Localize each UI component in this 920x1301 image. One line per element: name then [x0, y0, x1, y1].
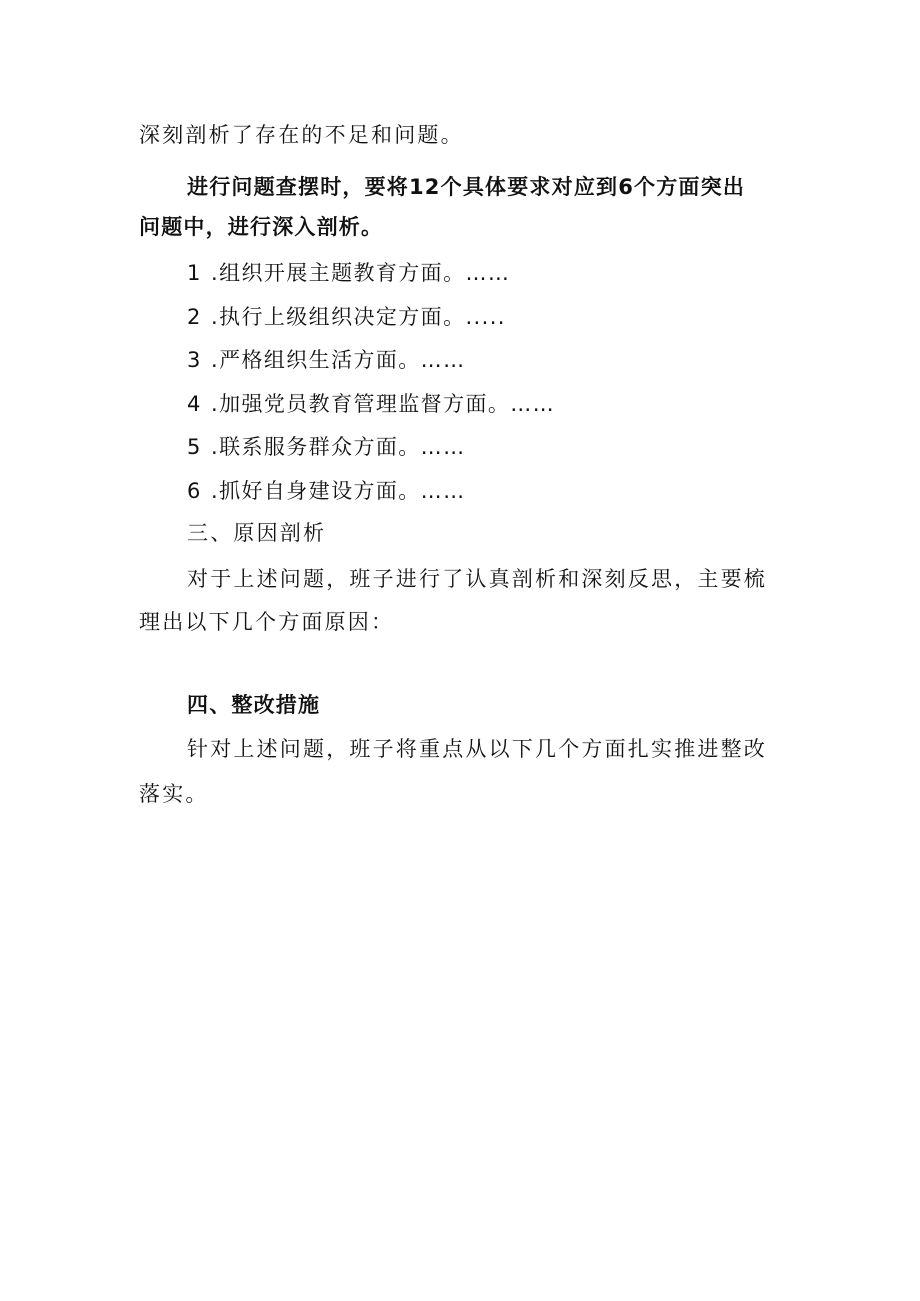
list-item: [187, 258, 837, 288]
list-item: [187, 345, 837, 375]
section-3-heading: 三、原因剖析: [187, 521, 327, 545]
list-item: [187, 432, 837, 462]
list-item-number: 3: [187, 348, 202, 372]
list-item: [187, 476, 837, 506]
list-item: [187, 302, 837, 332]
list-item-text: .执行上级组织决定方面。.....: [211, 305, 506, 329]
section-4-heading: 四、整改措施: [187, 693, 321, 717]
paragraph-3-line-1: 对于上述问题，班子进行了认真剖析和深刻反思，主要梳: [187, 567, 767, 591]
list-item-number: 6: [187, 479, 202, 503]
list-item-number: 2: [187, 305, 202, 329]
list-item-number: 4: [187, 392, 202, 416]
list-item-text: .抓好自身建设方面。……: [211, 479, 466, 503]
paragraph-3-line-2: 理出以下几个方面原因：: [139, 610, 395, 634]
list-item-text: .组织开展主题教育方面。……: [211, 261, 511, 285]
list-item-text: .严格组织生活方面。……: [211, 348, 466, 372]
list-item-number: 1: [187, 261, 202, 285]
paragraph-2-line-1: 进行问题查摆时，要将12个具体要求对应到6个方面突出: [187, 175, 746, 199]
list-item-text: .加强党员教育管理监督方面。……: [211, 392, 556, 416]
paragraph-4-line-1: 针对上述问题，班子将重点从以下几个方面扎实推进整改: [187, 737, 767, 761]
list-item: [187, 389, 837, 419]
list-item-number: 5: [187, 435, 202, 459]
list-item-text: .联系服务群众方面。……: [211, 435, 466, 459]
paragraph-1-line-1: 深刻剖析了存在的不足和问题。: [139, 123, 464, 147]
paragraph-2-line-2: 问题中，进行深入剖析。: [139, 215, 384, 239]
paragraph-4-line-2: 落实。: [139, 782, 209, 806]
